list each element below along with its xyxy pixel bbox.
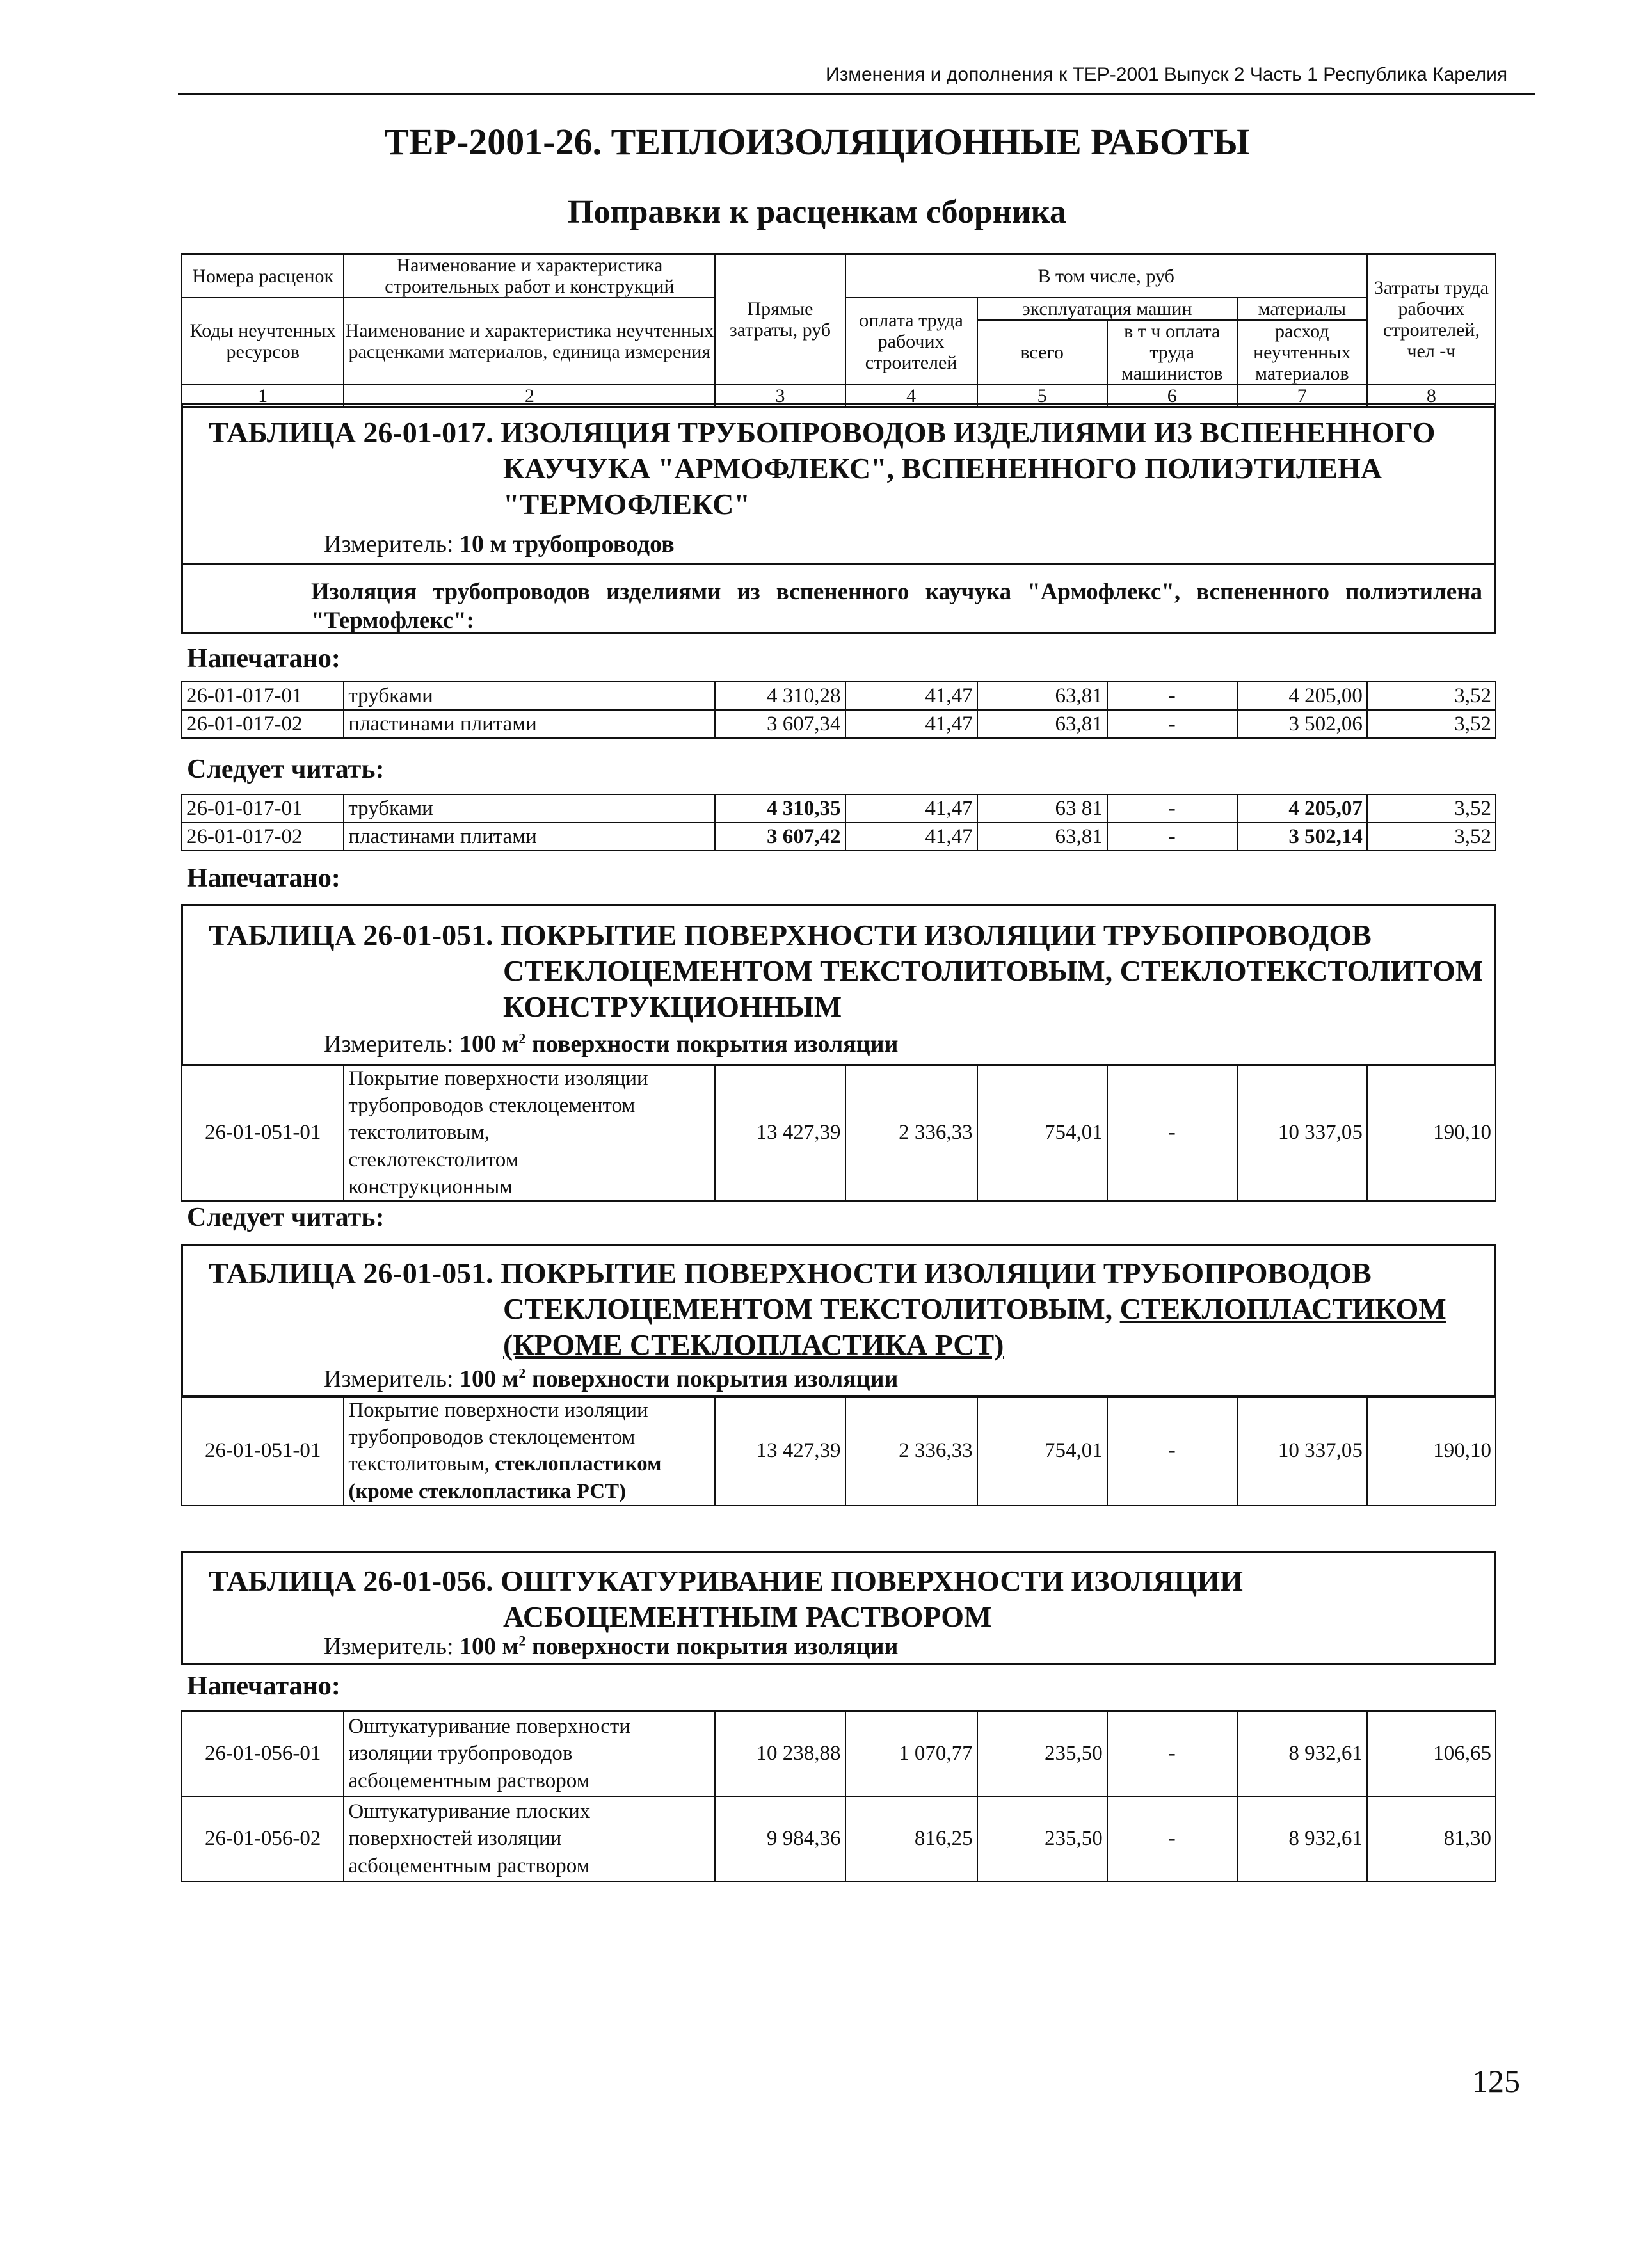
direct-costs: 9 984,36 [715, 1796, 845, 1881]
measure-unit: 10 м трубопроводов [460, 531, 675, 558]
worker-pay: 816,25 [845, 1796, 977, 1881]
col-num: 5 [977, 385, 1107, 407]
table-017-title-line2: КАУЧУКА "АРМОФЛЕКС", ВСПЕНЕННОГО ПОЛИЭТИЛЕНА [503, 452, 1382, 485]
measure-label: Измеритель: [324, 1365, 454, 1392]
page-subtitle: Поправки к расценкам сборника [568, 194, 1066, 230]
col-num: 7 [1237, 385, 1367, 407]
table-row [182, 1065, 1496, 1201]
measure-unit-text: поверхности покрытия изоляции [531, 1031, 899, 1058]
worker-pay: 41,47 [845, 682, 977, 710]
column-header-table [181, 253, 1496, 408]
measure-unit-text: поверхности покрытия изоляции [531, 1365, 899, 1392]
direct-costs: 13 427,39 [715, 1396, 845, 1506]
labor: 190,10 [1367, 1065, 1496, 1201]
table-row [182, 1396, 1496, 1506]
rate-name: трубками [344, 794, 715, 823]
table-051-corrected-caption-box [181, 1244, 1496, 1398]
direct-costs: 3 607,34 [715, 710, 845, 738]
labor: 190,10 [1367, 1396, 1496, 1506]
rate-name: пластинами плитами [344, 710, 715, 738]
table-051-title: ТАБЛИЦА 26-01-051. ПОКРЫТИЕ ПОВЕРХНОСТИ ИЗОЛЯЦИИ ТРУБОПРОВОДОВ [209, 1257, 1372, 1289]
rate-name [344, 1796, 715, 1881]
printed-label: Напечатано: [187, 1671, 340, 1701]
table-row [182, 823, 1496, 851]
machinist-pay: - [1107, 682, 1237, 710]
header-machinist-pay: в т ч оплата труда машинистов [1107, 320, 1237, 385]
worker-pay: 41,47 [845, 710, 977, 738]
table-row [182, 1711, 1496, 1796]
table-row [182, 794, 1496, 823]
rate-name-line: Покрытие поверхности изоляции [348, 1399, 648, 1422]
table-051-title-line2: СТЕКЛОЦЕМЕНТОМ ТЕКСТОЛИТОВЫМ, [503, 1292, 1113, 1326]
rate-name-line: стеклотекстолитом [348, 1148, 519, 1171]
materials: 10 337,05 [1237, 1396, 1367, 1506]
rate-name-line: трубопроводов стеклоцементом [348, 1094, 636, 1118]
rate-code: 26-01-017-02 [182, 823, 344, 851]
materials: 4 205,07 [1237, 794, 1367, 823]
machinist-pay: - [1107, 823, 1237, 851]
col-num: 8 [1367, 385, 1496, 407]
page-title: ТЕР-2001-26. ТЕПЛОИЗОЛЯЦИОННЫЕ РАБОТЫ [384, 121, 1250, 163]
table-051-printed [181, 1064, 1496, 1202]
read-label: Следует читать: [187, 1203, 385, 1232]
header-rule [178, 93, 1535, 95]
header-unaccounted-materials: расход неучтенных материалов [1237, 320, 1367, 385]
header-machines: эксплуатация машин [977, 298, 1237, 320]
table-051-caption-box [181, 904, 1496, 1066]
printed-label: Напечатано: [187, 644, 340, 673]
worker-pay: 41,47 [845, 823, 977, 851]
table-017-description-box [181, 563, 1496, 634]
labor: 3,52 [1367, 710, 1496, 738]
materials: 3 502,06 [1237, 710, 1367, 738]
header-material-name: Наименование и характеристика неучтенных расценками материалов, единица измерения [344, 298, 715, 385]
rate-name-line: трубопроводов стеклоцементом [348, 1426, 636, 1449]
table-017-title-line3: "ТЕРМОФЛЕКС" [503, 488, 750, 521]
rate-name [344, 1065, 715, 1201]
materials: 10 337,05 [1237, 1065, 1367, 1201]
machinist-pay: - [1107, 1396, 1237, 1506]
labor: 106,65 [1367, 1711, 1496, 1796]
materials: 8 932,61 [1237, 1711, 1367, 1796]
rate-name-line: текстолитовым, [348, 1452, 490, 1476]
table-056-printed [181, 1710, 1496, 1882]
worker-pay: 2 336,33 [845, 1065, 977, 1201]
col-num: 2 [344, 385, 715, 407]
worker-pay: 2 336,33 [845, 1396, 977, 1506]
header-direct-costs: Прямые затраты, руб [715, 254, 845, 385]
measure-unit-text: поверхности покрытия изоляции [531, 1633, 899, 1660]
rate-name [344, 1711, 715, 1796]
table-017-corrected [181, 794, 1496, 851]
rate-name-line: Покрытие поверхности изоляции [348, 1067, 648, 1090]
printed-label: Напечатано: [187, 864, 340, 893]
table-051-title-line3: КОНСТРУКЦИОННЫМ [503, 990, 842, 1024]
table-051-corrected [181, 1395, 1496, 1506]
rate-code: 26-01-051-01 [182, 1065, 344, 1201]
rate-name-line: асбоцементным раствором [348, 1854, 590, 1878]
machines-total: 63 81 [977, 794, 1107, 823]
table-051-title: ТАБЛИЦА 26-01-051. ПОКРЫТИЕ ПОВЕРХНОСТИ ИЗОЛЯЦИИ ТРУБОПРОВОДОВ [209, 919, 1372, 951]
rate-name-line: изоляции трубопроводов [348, 1742, 573, 1765]
col-num: 1 [182, 385, 344, 407]
header-including: В том числе, руб [845, 254, 1367, 298]
header-machines-total: всего [977, 320, 1107, 385]
materials: 4 205,00 [1237, 682, 1367, 710]
machinist-pay: - [1107, 1796, 1237, 1881]
header-materials: материалы [1237, 298, 1367, 320]
measure-unit-exponent: 2 [518, 1365, 526, 1381]
machinist-pay: - [1107, 1065, 1237, 1201]
rate-name-line: конструкционным [348, 1175, 513, 1198]
measure-label: Измеритель: [324, 1633, 454, 1660]
materials: 8 932,61 [1237, 1796, 1367, 1881]
header-worker-pay: оплата труда рабочих строителей [845, 298, 977, 385]
rate-name-line: асбоцементным раствором [348, 1769, 590, 1792]
labor: 3,52 [1367, 682, 1496, 710]
machines-total: 63,81 [977, 682, 1107, 710]
rate-name-line: Оштукатуривание поверхности [348, 1715, 630, 1739]
rate-code: 26-01-056-02 [182, 1796, 344, 1881]
rate-name-inserted-text: стеклопластиком [495, 1452, 662, 1476]
machinist-pay: - [1107, 710, 1237, 738]
table-row [182, 710, 1496, 738]
labor: 3,52 [1367, 823, 1496, 851]
labor: 3,52 [1367, 794, 1496, 823]
materials: 3 502,14 [1237, 823, 1367, 851]
header-resource-codes: Коды неучтенных ресурсов [182, 298, 344, 385]
machines-total: 63,81 [977, 823, 1107, 851]
measure-unit: 100 м [460, 1031, 519, 1058]
rate-code: 26-01-017-01 [182, 794, 344, 823]
machines-total: 235,50 [977, 1711, 1107, 1796]
table-017-caption-box [181, 403, 1496, 565]
header-labor: Затраты труда рабочих строителей, чел -ч [1367, 254, 1496, 385]
col-num: 6 [1107, 385, 1237, 407]
header-code: Номера расценок [182, 254, 344, 298]
table-051-title-line2: СТЕКЛОЦЕМЕНТОМ ТЕКСТОЛИТОВЫМ, СТЕКЛОТЕКСТОЛИТОМ [503, 954, 1484, 988]
machinist-pay: - [1107, 1711, 1237, 1796]
rate-code: 26-01-051-01 [182, 1396, 344, 1506]
worker-pay: 41,47 [845, 794, 977, 823]
direct-costs: 3 607,42 [715, 823, 845, 851]
rate-code: 26-01-017-02 [182, 710, 344, 738]
page-number: 125 [1472, 2063, 1520, 2099]
table-056-title-line2: АСБОЦЕМЕНТНЫМ РАСТВОРОМ [503, 1600, 992, 1634]
header-name: Наименование и характеристика строительных работ и конструкций [344, 254, 715, 298]
table-row [182, 1796, 1496, 1881]
measure-unit-exponent: 2 [518, 1030, 526, 1047]
labor: 81,30 [1367, 1796, 1496, 1881]
measure-unit: 100 м [460, 1365, 519, 1392]
direct-costs: 10 238,88 [715, 1711, 845, 1796]
machines-total: 754,01 [977, 1396, 1107, 1506]
worker-pay: 1 070,77 [845, 1711, 977, 1796]
table-056-caption-box [181, 1551, 1496, 1665]
rate-name-line: текстолитовым, [348, 1121, 490, 1145]
rate-name-line: поверхностей изоляции [348, 1827, 562, 1851]
measure-unit: 100 м [460, 1633, 519, 1660]
col-num: 3 [715, 385, 845, 407]
table-051-title-inserted-text: СТЕКЛОПЛАСТИКОМ [1119, 1292, 1446, 1326]
direct-costs: 4 310,28 [715, 682, 845, 710]
machines-total: 63,81 [977, 710, 1107, 738]
running-header: Изменения и дополнения к ТЕР-2001 Выпуск 2 Часть 1 Республика Карелия [826, 64, 1508, 85]
rate-name [344, 1396, 715, 1506]
table-051-title-line3: (КРОМЕ СТЕКЛОПЛАСТИКА РСТ) [503, 1328, 1004, 1362]
rate-name-inserted-text: (кроме стеклопластика РСТ) [348, 1479, 627, 1503]
table-017-description: Изоляция трубопроводов изделиями из вспененного каучука "Армофлекс", вспененного полиэтилена "Термофлекс": [311, 579, 1482, 634]
table-017-title: ТАБЛИЦА 26-01-017. ИЗОЛЯЦИЯ ТРУБОПРОВОДОВ ИЗДЕЛИЯМИ ИЗ ВСПЕНЕННОГО [209, 416, 1436, 449]
rate-name: трубками [344, 682, 715, 710]
table-row [182, 682, 1496, 710]
machines-total: 235,50 [977, 1796, 1107, 1881]
direct-costs: 4 310,35 [715, 794, 845, 823]
table-056-title: ТАБЛИЦА 26-01-056. ОШТУКАТУРИВАНИЕ ПОВЕРХНОСТИ ИЗОЛЯЦИИ [209, 1564, 1243, 1597]
table-017-printed [181, 681, 1496, 739]
direct-costs: 13 427,39 [715, 1065, 845, 1201]
rate-code: 26-01-056-01 [182, 1711, 344, 1796]
col-num: 4 [845, 385, 977, 407]
machines-total: 754,01 [977, 1065, 1107, 1201]
measure-label: Измеритель: [324, 531, 454, 558]
measure-label: Измеритель: [324, 1031, 454, 1058]
machinist-pay: - [1107, 794, 1237, 823]
rate-code: 26-01-017-01 [182, 682, 344, 710]
rate-name: пластинами плитами [344, 823, 715, 851]
rate-name-line: Оштукатуривание плоских [348, 1800, 591, 1824]
read-label: Следует читать: [187, 755, 385, 784]
measure-unit-exponent: 2 [518, 1632, 526, 1649]
